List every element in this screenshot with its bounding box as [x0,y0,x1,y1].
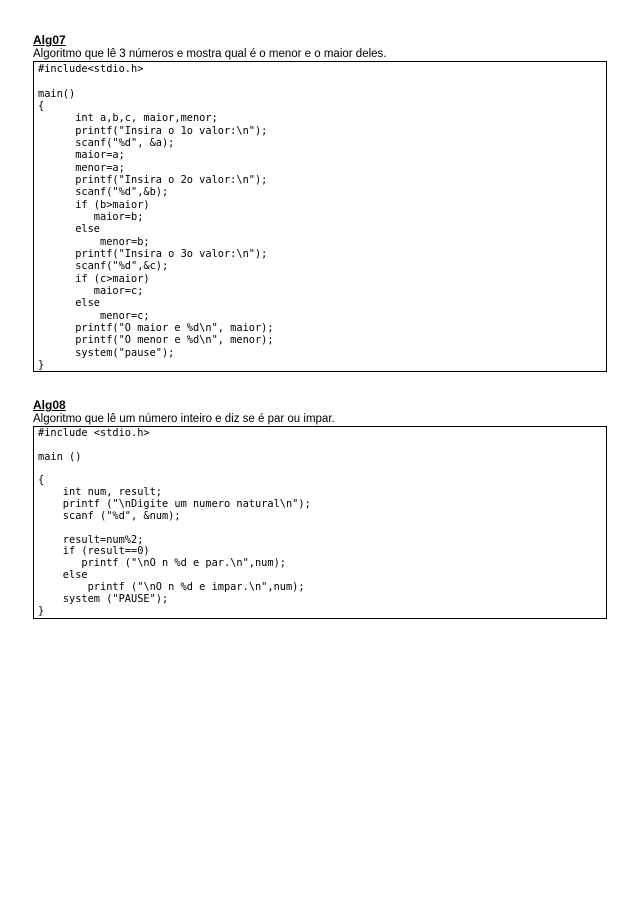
alg08-code-box [33,426,607,619]
alg07-code-box [33,61,607,372]
alg07-code: #include<stdio.h> main() { int a,b,c, maior,menor; printf("Insira o 1o valor:\n"); scanf("%d", &a); maior=a; menor=a; printf("Insira o 2o valor:\n"); scanf("%d",&b); if (b>maior) maior=b; else menor=b; printf("Insira o 3o valor:\n"); scanf("%d",&c); if (c>maior) maior=c; else menor=c; printf("O maior e %d\n", maior); printf("O menor e %d\n", menor); system("pause"); } [38,63,274,371]
alg07-description: Algoritmo que lê 3 números e mostra qual é o menor e o maior deles. [33,48,387,60]
alg08-section [33,398,607,619]
alg07-section [33,33,607,372]
alg08-description: Algoritmo que lê um número inteiro e diz se é par ou impar. [33,413,335,425]
alg08-code: #include <stdio.h> main () { int num, result; printf ("\nDigite um numero natural\n"); scanf ("%d", &num); result=num%2; if (result==0) printf ("\nO n %d e par.\n",num); else printf ("\nO n %d e impar.\n",num); system ("PAUSE"); } [38,427,311,617]
alg07-title: Alg07 [33,33,66,47]
alg08-title: Alg08 [33,398,66,412]
